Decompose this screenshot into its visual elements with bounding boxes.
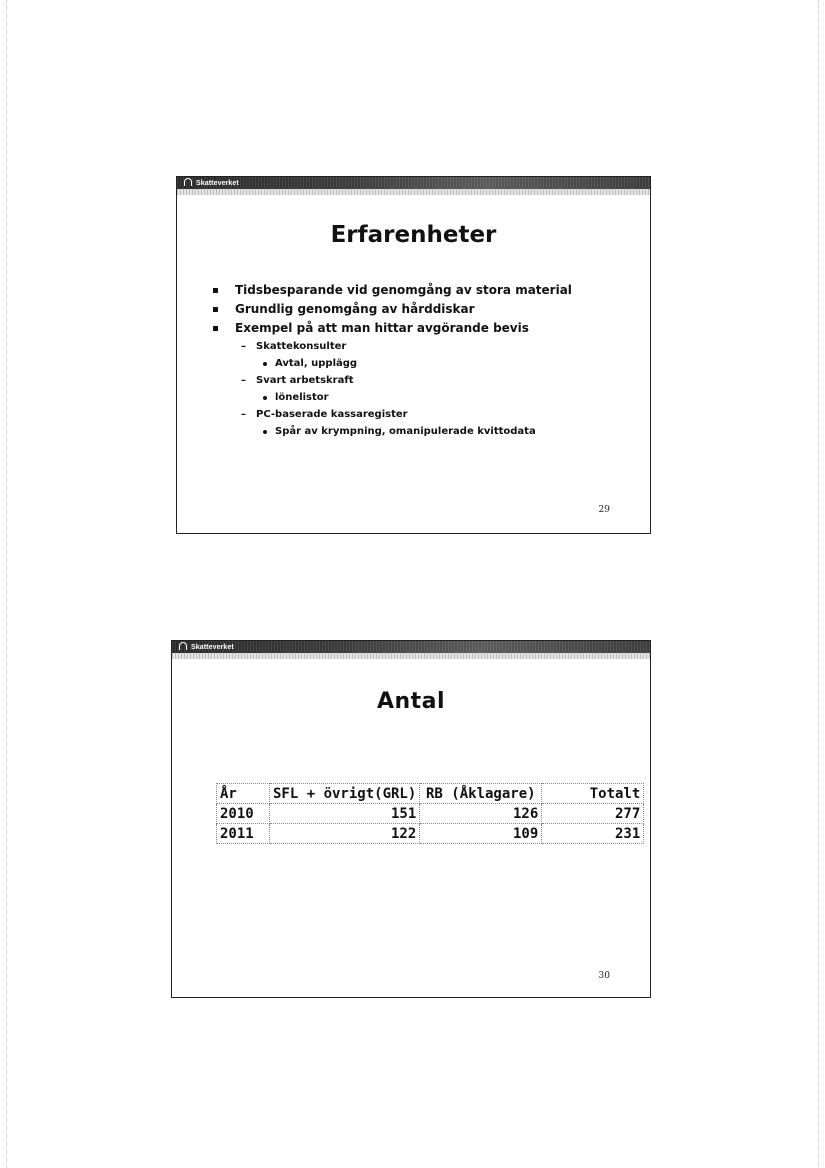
detail-bullet-text: Spår av krympning, omanipulerade kvittodata <box>275 426 536 437</box>
column-header-rb: RB (Åklagare) <box>420 784 542 804</box>
detail-bullet-text: Avtal, upplägg <box>275 358 358 369</box>
banner-stripe <box>177 189 650 195</box>
table-cell: 2011 <box>217 824 270 844</box>
slide-title: Antal <box>376 689 446 714</box>
slide-antal <box>171 640 651 998</box>
slide-header-banner <box>172 641 650 653</box>
table-cell: 231 <box>542 824 644 844</box>
logo-text: Skatteverket <box>191 643 234 651</box>
bullet-list <box>207 281 572 440</box>
sub-bullet-text: PC-baserade kassaregister <box>256 409 408 420</box>
skatteverket-logo <box>183 178 239 188</box>
page-right-edge <box>818 0 819 1168</box>
detail-bullet-item <box>207 355 572 372</box>
table-cell: 109 <box>420 824 542 844</box>
square-bullet-icon <box>213 288 218 293</box>
bullet-item <box>207 300 572 319</box>
dot-bullet-icon <box>263 362 267 366</box>
square-bullet-icon <box>213 307 218 312</box>
crown-icon <box>178 642 188 652</box>
sub-bullet-item <box>207 338 572 355</box>
dash-bullet-icon: – <box>241 341 246 352</box>
count-table <box>216 783 644 844</box>
slide-erfarenheter <box>176 176 651 534</box>
column-header-total: Totalt <box>542 784 644 804</box>
table-cell: 122 <box>270 824 420 844</box>
table-row <box>217 824 644 844</box>
bullet-text: Exempel på att man hittar avgörande bevis <box>235 321 529 335</box>
detail-bullet-item <box>207 389 572 406</box>
table-row <box>217 804 644 824</box>
table-cell: 126 <box>420 804 542 824</box>
sub-bullet-item <box>207 372 572 389</box>
dash-bullet-icon: – <box>241 375 246 386</box>
square-bullet-icon <box>213 326 218 331</box>
logo-text: Skatteverket <box>196 179 239 187</box>
column-header-sfl: SFL + övrigt(GRL) <box>270 784 420 804</box>
dot-bullet-icon <box>263 430 267 434</box>
table-header-row <box>217 784 644 804</box>
page-number: 30 <box>598 971 610 981</box>
banner-stripe <box>172 653 650 659</box>
slide-title: Erfarenheter <box>330 222 497 248</box>
table-cell: 2010 <box>217 804 270 824</box>
dot-bullet-icon <box>263 396 267 400</box>
bullet-text: Grundlig genomgång av hårddiskar <box>235 302 475 316</box>
sub-bullet-text: Skattekonsulter <box>256 341 347 352</box>
detail-bullet-item <box>207 423 572 440</box>
page-number: 29 <box>598 505 610 515</box>
bullet-item <box>207 319 572 338</box>
column-header-year: År <box>217 784 270 804</box>
detail-bullet-text: lönelistor <box>275 392 329 403</box>
dash-bullet-icon: – <box>241 409 246 420</box>
sub-bullet-item <box>207 406 572 423</box>
table-cell: 151 <box>270 804 420 824</box>
slide-header-banner <box>177 177 650 189</box>
table-cell: 277 <box>542 804 644 824</box>
skatteverket-logo <box>178 642 234 652</box>
page-left-edge <box>6 0 7 1168</box>
bullet-text: Tidsbesparande vid genomgång av stora material <box>235 283 572 297</box>
sub-bullet-text: Svart arbetskraft <box>256 375 354 386</box>
bullet-item <box>207 281 572 300</box>
crown-icon <box>183 178 193 188</box>
